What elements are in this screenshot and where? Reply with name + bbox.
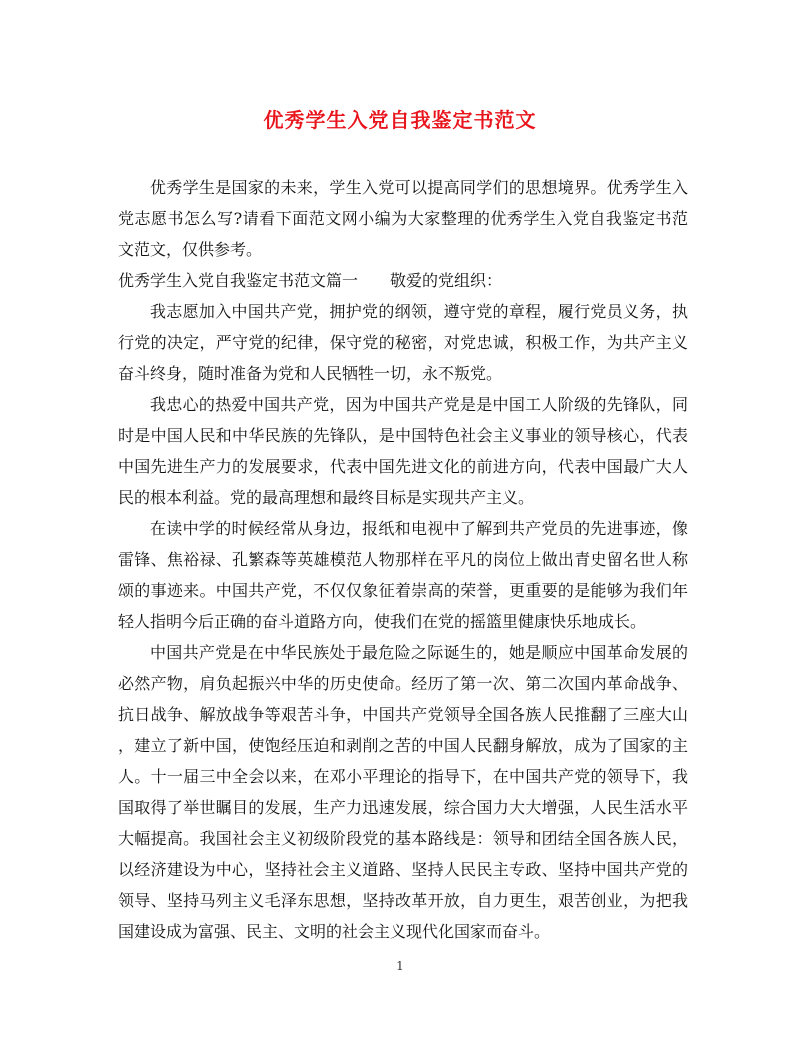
text-line: 我志愿加入中国共产党，拥护党的纲领，遵守党的章程，履行党员义务，执 xyxy=(150,302,688,321)
text-line: 党志愿书怎么写?请看下面范文网小编为大家整理的优秀学生入党自我鉴定书范 xyxy=(118,209,688,228)
text-line: 雷锋、焦裕禄、孔繁森等英雄模范人物那样在平凡的岗位上做出青史留名世人称 xyxy=(118,550,688,569)
text-line: 必然产物，肩负起振兴中华的历史使命。经历了第一次、第二次国内革命战争、 xyxy=(118,674,688,693)
text-line: 时是中国人民和中华民族的先锋队，是中国特色社会主义事业的领导核心，代表 xyxy=(118,426,688,445)
text-line: 人。十一届三中全会以来，在邓小平理论的指导下，在中国共产党的领导下，我 xyxy=(118,767,688,786)
text-line: 在读中学的时候经常从身边，报纸和电视中了解到共产党员的先进事迹，像 xyxy=(150,519,688,538)
text-line: 颂的事迹来。中国共产党，不仅仅象征着崇高的荣誉，更重要的是能够为我们年 xyxy=(118,581,688,600)
document-title: 优秀学生入党自我鉴定书范文 xyxy=(263,108,537,132)
text-line: 优秀学生是国家的未来，学生入党可以提高同学们的思想境界。优秀学生入 xyxy=(150,178,688,197)
page-number: 1 xyxy=(396,959,404,973)
text-line: 文范文，仅供参考。 xyxy=(118,240,263,259)
section-heading: 优秀学生入党自我鉴定书范文篇一 敬爱的党组织： xyxy=(118,271,503,290)
text-line: 中国共产党是在中华民族处于最危险之际诞生的，她是顺应中国革命发展的 xyxy=(150,643,688,662)
text-line: 领导、坚持马列主义毛泽东思想，坚持改革开放，自力更生，艰苦创业，为把我 xyxy=(118,891,688,910)
text-line: 以经济建设为中心，坚持社会主义道路、坚持人民民主专政、坚持中国共产党的 xyxy=(118,860,688,879)
text-line: 国取得了举世瞩目的发展，生产力迅速发展，综合国力大大增强，人民生活水平 xyxy=(118,798,688,817)
text-line: 轻人指明今后正确的奋斗道路方向，使我们在党的摇篮里健康快乐地成长。 xyxy=(118,612,647,631)
text-line: 民的根本利益。党的最高理想和最终目标是实现共产主义。 xyxy=(118,488,535,507)
text-line: 我忠心的热爱中国共产党，因为中国共产党是是中国工人阶级的先锋队，同 xyxy=(150,395,688,414)
text-line: 抗日战争、解放战争等艰苦斗争，中国共产党领导全国各族人民推翻了三座大山 xyxy=(118,705,688,724)
text-line: 中国先进生产力的发展要求，代表中国先进文化的前进方向，代表中国最广大人 xyxy=(118,457,688,476)
text-line: 奋斗终身，随时准备为党和人民牺牲一切，永不叛党。 xyxy=(118,364,503,383)
text-line: 大幅提高。我国社会主义初级阶段党的基本路线是：领导和团结全国各族人民， xyxy=(118,829,688,848)
text-line: 行党的决定，严守党的纪律，保守党的秘密，对党忠诚，积极工作，为共产主义 xyxy=(118,333,688,352)
text-line: 国建设成为富强、民主、文明的社会主义现代化国家而奋斗。 xyxy=(118,922,551,941)
text-line: ，建立了新中国，使饱经压迫和剥削之苦的中国人民翻身解放，成为了国家的主 xyxy=(118,736,688,755)
